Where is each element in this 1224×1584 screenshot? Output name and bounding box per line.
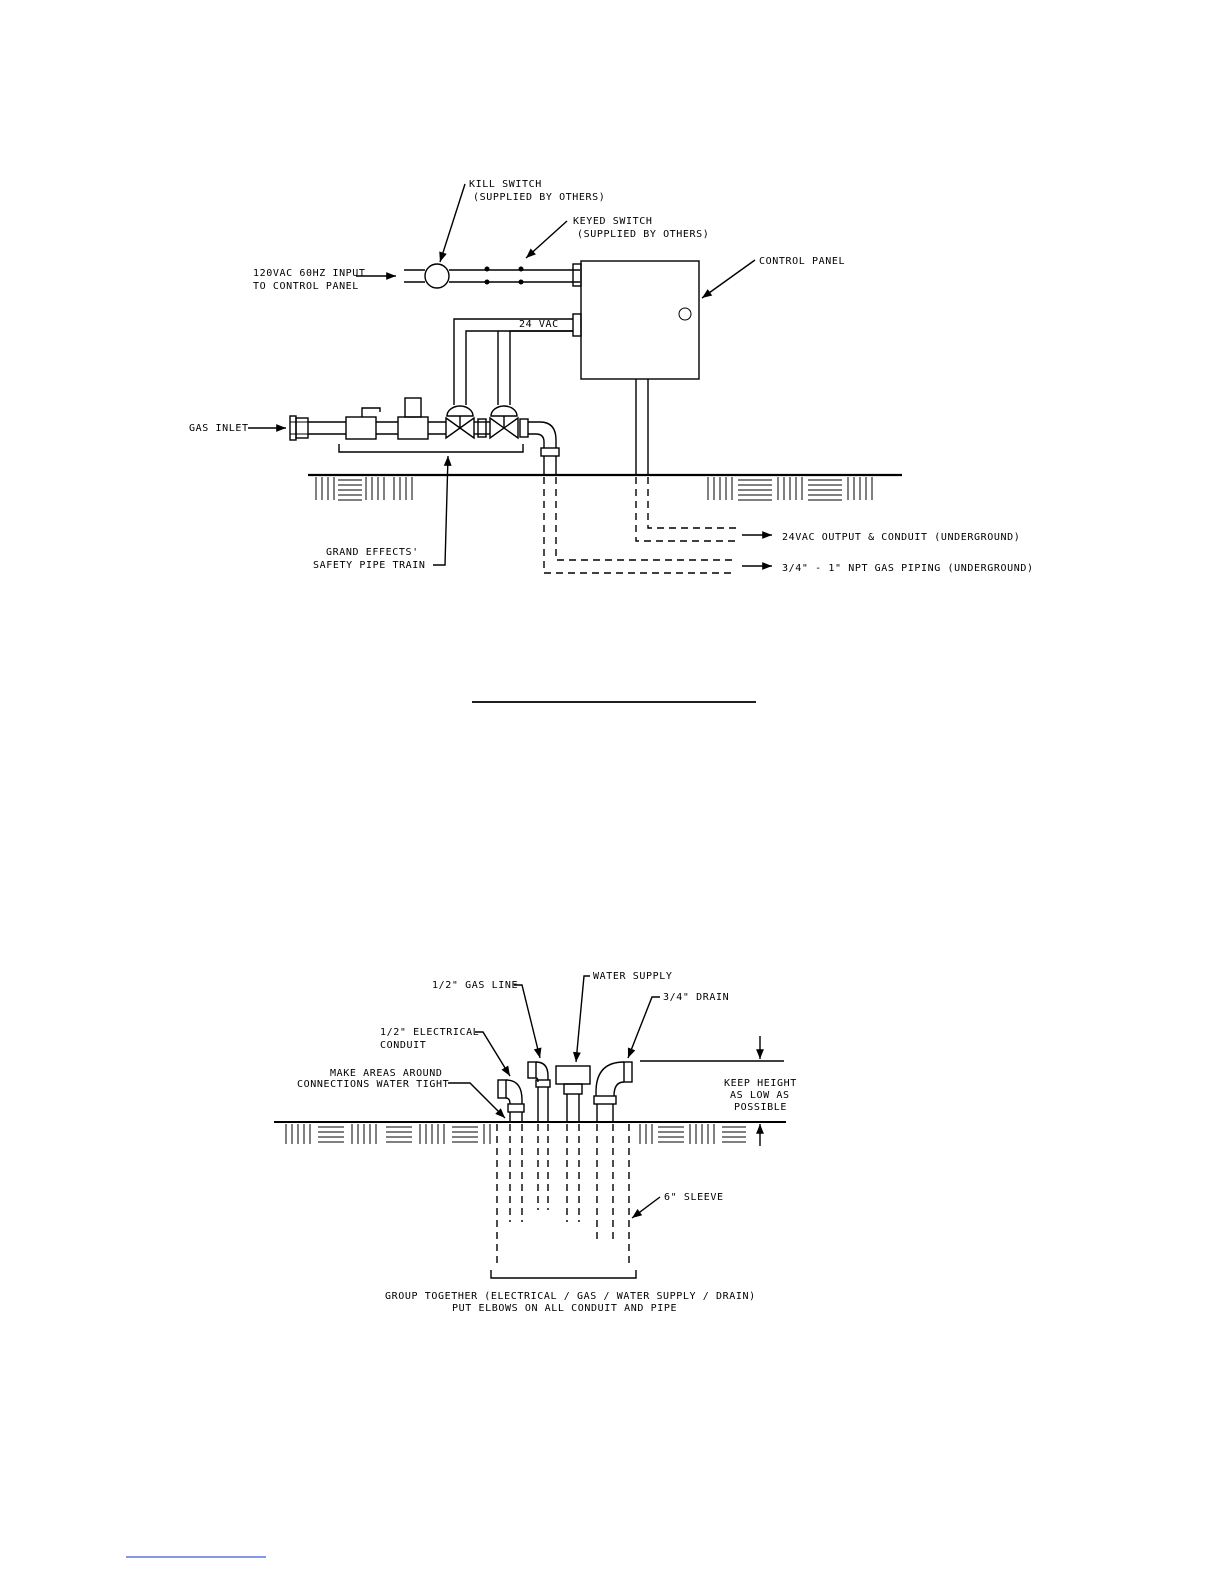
input-label-2: TO CONTROL PANEL — [253, 281, 359, 292]
drain-stub — [594, 1062, 632, 1122]
water-supply-label: WATER SUPPLY — [593, 971, 673, 982]
ground-line-2 — [286, 1124, 746, 1144]
pipe-train-label-2: SAFETY PIPE TRAIN — [313, 560, 426, 571]
gas-inlet-label: GAS INLET — [189, 423, 249, 434]
water-supply-stub — [556, 1066, 590, 1122]
wiring-gas-diagram — [189, 179, 1034, 574]
gas-line-label: 1/2" GAS LINE — [432, 980, 519, 991]
sleeve-label: 6" SLEEVE — [664, 1192, 724, 1203]
keyed-switch-note: (SUPPLIED BY OTHERS) — [577, 229, 710, 240]
gas-piping-label: 3/4" - 1" NPT GAS PIPING (UNDERGROUND) — [782, 563, 1034, 574]
underground-runs — [544, 477, 772, 573]
keyed-switch-label: KEYED SWITCH — [573, 216, 653, 227]
input-wires — [404, 264, 580, 288]
group-label-2: PUT ELBOWS ON ALL CONDUIT AND PIPE — [452, 1303, 678, 1314]
ground-line-1 — [308, 475, 902, 500]
pipe-train-label: GRAND EFFECTS' — [326, 547, 419, 558]
valve-wiring — [454, 319, 573, 405]
gas-line-stub — [528, 1062, 550, 1122]
height-label-2: AS LOW AS — [730, 1090, 790, 1101]
control-panel-label: CONTROL PANEL — [759, 256, 846, 267]
electrical-label-2: CONDUIT — [380, 1040, 427, 1051]
vac-label: 24 VAC — [519, 319, 559, 330]
input-label: 120VAC 60HZ INPUT — [253, 268, 366, 279]
height-label: KEEP HEIGHT — [724, 1078, 797, 1089]
kill-switch-label: KILL SWITCH — [469, 179, 542, 190]
underground-sleeve — [491, 1124, 636, 1278]
kill-switch-note: (SUPPLIED BY OTHERS) — [473, 192, 606, 203]
electrical-label: 1/2" ELECTRICAL — [380, 1027, 480, 1038]
control-panel-box — [573, 261, 699, 379]
group-label: GROUP TOGETHER (ELECTRICAL / GAS / WATER SUPPLY / DRAIN) — [385, 1291, 756, 1302]
drain-label: 3/4" DRAIN — [663, 992, 730, 1003]
gas-pipe-train — [290, 398, 559, 475]
utility-stub-diagram — [274, 971, 797, 1314]
watertight-label: MAKE AREAS AROUND — [330, 1068, 443, 1079]
height-label-3: POSSIBLE — [734, 1102, 787, 1113]
watertight-label-2: CONNECTIONS WATER TIGHT — [297, 1079, 450, 1090]
output-conduit-label: 24VAC OUTPUT & CONDUIT (UNDERGROUND) — [782, 532, 1021, 543]
kill-switch-symbol — [425, 264, 449, 288]
